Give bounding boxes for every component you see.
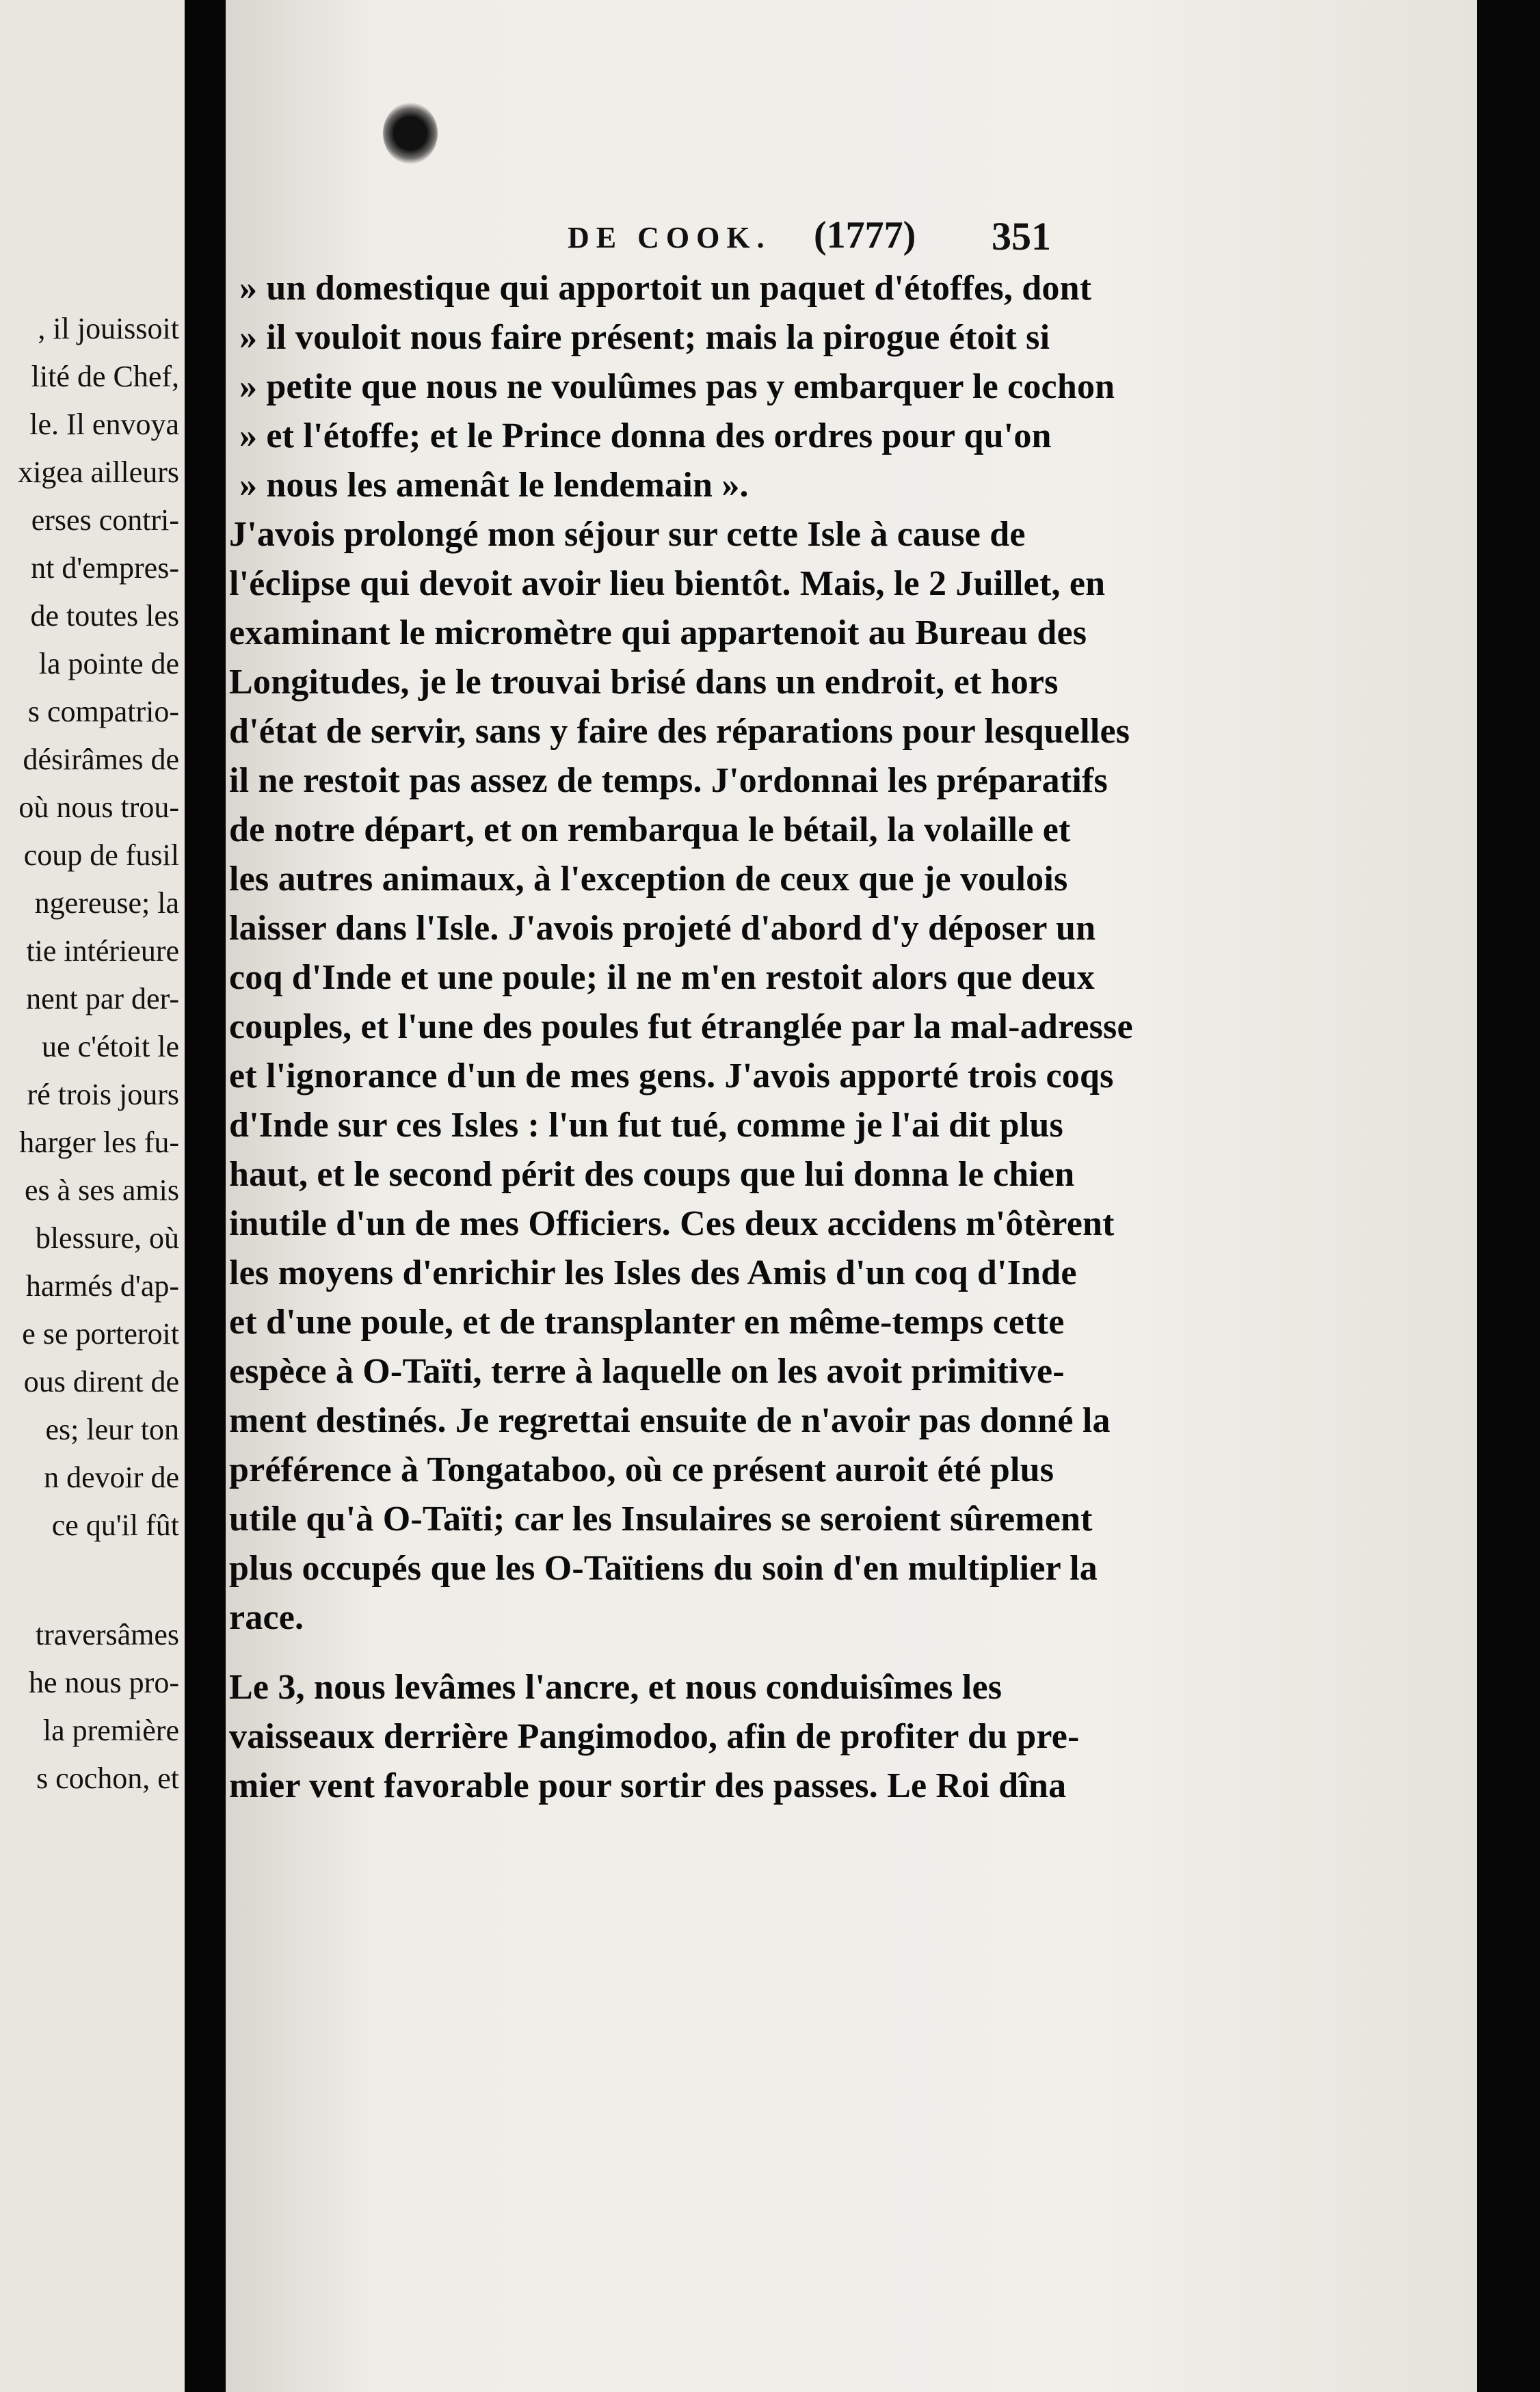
left-page-line: s cochon, et xyxy=(36,1762,179,1795)
body-line: laisser dans l'Isle. J'avois projeté d'abord d'y déposer un xyxy=(229,909,1096,948)
body-line: il ne restoit pas assez de temps. J'ordonnai les préparatifs xyxy=(229,761,1108,800)
body-line: de notre départ, et on rembarqua le bétail, la volaille et xyxy=(229,810,1071,849)
left-page-line: , il jouissoit xyxy=(38,312,179,345)
left-page-fragment xyxy=(0,0,185,2392)
body-line: race. xyxy=(229,1598,304,1637)
body-line: mier vent favorable pour sortir des passes. Le Roi dîna xyxy=(229,1766,1067,1805)
body-line: utile qu'à O-Taïti; car les Insulaires se seroient sûrement xyxy=(229,1500,1093,1539)
left-page-line: traversâmes xyxy=(35,1618,179,1651)
running-head-year: (1777) xyxy=(814,214,916,256)
left-page-line: ce qu'il fût xyxy=(51,1509,179,1542)
left-page-line: he nous pro- xyxy=(29,1666,179,1699)
body-line: » un domestique qui apportoit un paquet d'étoffes, dont xyxy=(239,269,1092,308)
page-edge-shadow xyxy=(1477,0,1540,2392)
running-head-title: DE COOK. xyxy=(568,221,771,254)
body-line: haut, et le second périt des coups que lui donna le chien xyxy=(229,1155,1075,1194)
body-line: ment destinés. Je regrettai ensuite de n'avoir pas donné la xyxy=(229,1401,1111,1440)
body-line: et d'une poule, et de transplanter en même-temps cette xyxy=(229,1303,1065,1342)
body-line: vaisseaux derrière Pangimodoo, afin de profiter du pre- xyxy=(229,1717,1080,1756)
left-page-line: blessure, où xyxy=(35,1221,179,1255)
body-line: d'Inde sur ces Isles : l'un fut tué, comme je l'ai dit plus xyxy=(229,1106,1063,1145)
left-page-line: xigea ailleurs xyxy=(18,455,179,489)
body-line: espèce à O-Taïti, terre à laquelle on les avoit primitive- xyxy=(229,1352,1065,1391)
left-page-line: es à ses amis xyxy=(24,1173,179,1207)
body-line: » et l'étoffe; et le Prince donna des ordres pour qu'on xyxy=(239,416,1052,455)
body-line: inutile d'un de mes Officiers. Ces deux accidens m'ôtèrent xyxy=(229,1204,1115,1243)
left-page-line: harmés d'ap- xyxy=(25,1269,179,1303)
body-line: couples, et l'une des poules fut étranglée par la mal-adresse xyxy=(229,1007,1133,1046)
body-line: » petite que nous ne voulûmes pas y embarquer le cochon xyxy=(239,367,1115,406)
body-line: et l'ignorance d'un de mes gens. J'avois apporté trois coqs xyxy=(229,1057,1114,1095)
body-line: d'état de servir, sans y faire des réparations pour lesquelles xyxy=(229,712,1130,751)
ink-spot xyxy=(383,103,438,164)
body-line: » il vouloit nous faire présent; mais la pirogue étoit si xyxy=(239,318,1050,357)
left-page-line: ous dirent de xyxy=(23,1365,179,1398)
body-line: plus occupés que les O-Taïtiens du soin d'en multiplier la xyxy=(229,1549,1098,1588)
left-page-line: ue c'étoit le xyxy=(42,1030,179,1063)
left-page-line: la pointe de xyxy=(38,647,179,680)
left-page-line: la première xyxy=(42,1714,179,1747)
left-page-line: coup de fusil xyxy=(23,838,179,872)
body-line: Longitudes, je le trouvai brisé dans un endroit, et hors xyxy=(229,663,1059,702)
body-line: » nous les amenât le lendemain ». xyxy=(239,466,749,505)
left-page-line: e se porteroit xyxy=(22,1317,179,1351)
body-line: préférence à Tongataboo, où ce présent auroit été plus xyxy=(229,1450,1054,1489)
page-number: 351 xyxy=(992,214,1051,258)
left-page-line: ré trois jours xyxy=(27,1078,179,1111)
body-line: J'avois prolongé mon séjour sur cette Isle à cause de xyxy=(229,515,1026,554)
left-page-line: désirâmes de xyxy=(23,743,179,776)
left-page-line: es; leur ton xyxy=(45,1413,179,1446)
running-head xyxy=(226,213,1477,261)
body-line: les moyens d'enrichir les Isles des Amis d'un coq d'Inde xyxy=(229,1253,1077,1292)
left-page-line: où nous trou- xyxy=(18,790,179,824)
left-page-line: de toutes les xyxy=(30,599,179,633)
left-page-line: tie intérieure xyxy=(26,934,179,968)
left-page-line: le. Il envoya xyxy=(29,408,179,441)
left-page-line: ngereuse; la xyxy=(34,886,179,920)
left-page-line: harger les fu- xyxy=(19,1126,179,1159)
left-page-line: s compatrio- xyxy=(27,695,179,728)
right-page xyxy=(226,0,1477,2392)
left-page-line: nent par der- xyxy=(26,982,179,1015)
body-line: coq d'Inde et une poule; il ne m'en restoit alors que deux xyxy=(229,958,1095,997)
left-page-line: erses contri- xyxy=(31,503,179,537)
body-line: Le 3, nous levâmes l'ancre, et nous conduisîmes les xyxy=(229,1668,1003,1707)
body-line: les autres animaux, à l'exception de ceux que je voulois xyxy=(229,860,1068,899)
left-page-line: nt d'empres- xyxy=(31,551,179,585)
left-page-line: lité de Chef, xyxy=(31,360,179,393)
book-gutter xyxy=(185,0,226,2392)
body-line: examinant le micromètre qui appartenoit au Bureau des xyxy=(229,613,1087,652)
left-page-line: n devoir de xyxy=(44,1461,179,1494)
body-line: l'éclipse qui devoit avoir lieu bientôt. Mais, le 2 Juillet, en xyxy=(229,564,1106,603)
